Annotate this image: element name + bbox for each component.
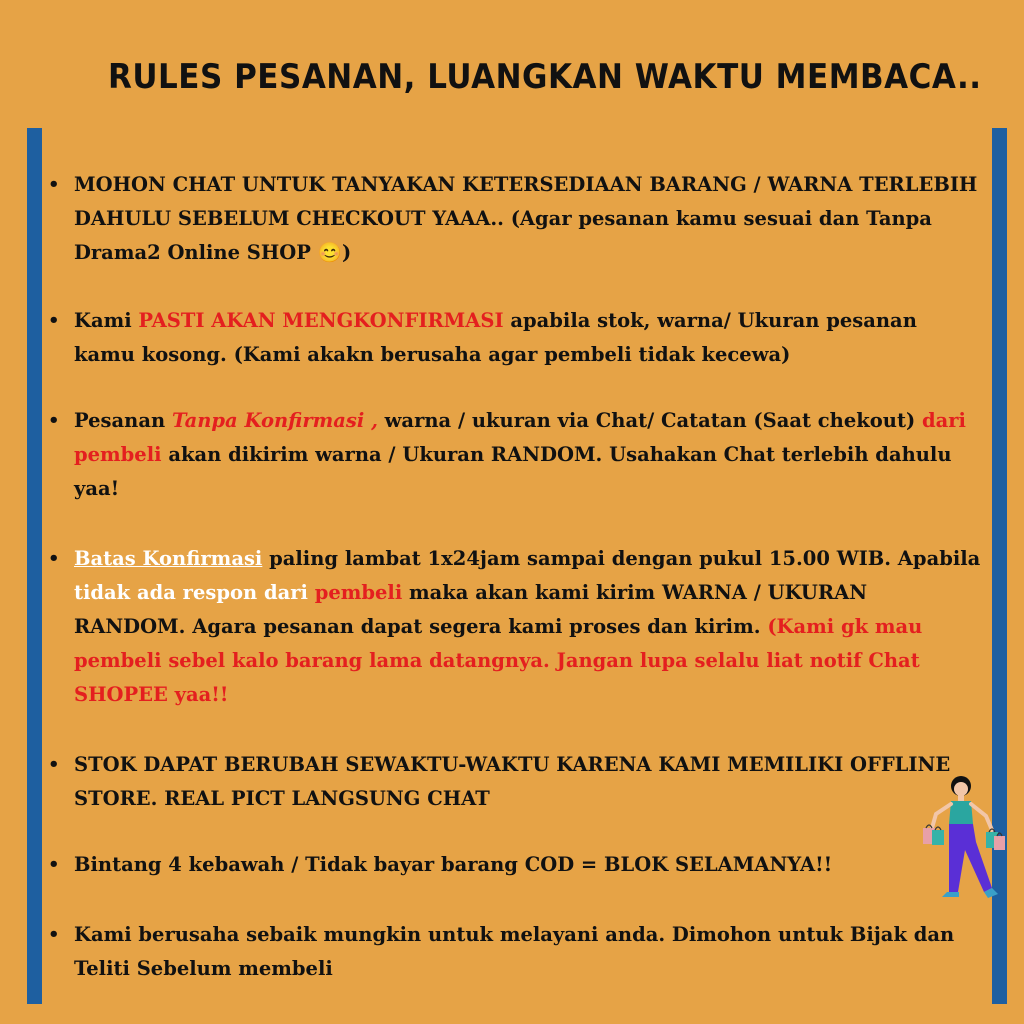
rule-text-part: paling lambat 1x24jam sampai dengan pukul 15.00 WIB. Apabila [262, 547, 981, 570]
rule-highlight-red: Tanpa Konfirmasi , [171, 409, 378, 432]
rule-highlight-red: pembeli [314, 581, 403, 604]
page-title: RULES PESANAN, LUANGKAN WAKTU MEMBACA.. [108, 58, 982, 97]
rule-highlight-white: tidak ada respon dari [74, 581, 308, 604]
rule-item [48, 168, 983, 270]
rule-text-part: maka akan kami kirim WARNA / UKURAN RANDOM. Agara pesanan dapat segera kami proses dan kirim. [74, 581, 868, 638]
bullet: • [48, 410, 60, 431]
rule-text-part: akan dikirim warna / Ukuran RANDOM. Usahakan Chat terlebih dahulu yaa! [74, 443, 952, 500]
rule-text-part: STOK DAPAT BERUBAH SEWAKTU-WAKTU KARENA KAMI MEMILIKI OFFLINE STORE. REAL PICT LANGSUNG CHAT [74, 753, 951, 810]
rule-text-part: Kami berusaha sebaik mungkin untuk melayani anda. Dimohon untuk Bijak dan Teliti Sebelum membeli [74, 923, 955, 980]
rule-text [74, 304, 983, 372]
rule-text-part: MOHON CHAT UNTUK TANYAKAN KETERSEDIAAN BARANG / WARNA TERLEBIH DAHULU SEBELUM CHECKOUT YAAA.. (Agar pesanan kamu sesuai dan Tanpa Drama2 Online SHOP 😊) [74, 173, 978, 264]
woman-with-shopping-bags-icon [918, 772, 1008, 912]
bullet: • [48, 548, 60, 569]
rule-item [48, 404, 983, 506]
rule-text [74, 848, 983, 882]
rule-item [48, 304, 983, 372]
left-border-bar [27, 128, 42, 1004]
rule-text-part: warna / ukuran via Chat/ Catatan (Saat chekout) [377, 409, 922, 432]
rule-text-part: Kami [74, 309, 139, 332]
rule-text [74, 748, 983, 816]
bullet: • [48, 754, 60, 775]
rule-highlight-white-underline: Batas Konfirmasi [74, 547, 263, 570]
rule-text-part: Pesanan [74, 409, 172, 432]
bullet: • [48, 854, 60, 875]
rule-text [74, 918, 983, 986]
bullet: • [48, 174, 60, 195]
rule-highlight-red: PASTI AKAN MENGKONFIRMASI [138, 309, 504, 332]
rule-text-part: apabila stok, warna/ Ukuran pesanan kamu kosong. (Kami akakn berusaha agar pembeli tidak kecewa) [74, 309, 917, 366]
rule-highlight-red: dari pembeli [74, 409, 966, 466]
rule-item [48, 748, 983, 816]
rule-text [74, 168, 983, 270]
bullet: • [48, 310, 60, 331]
rule-item [48, 542, 983, 712]
rule-item [48, 848, 983, 882]
rule-text [74, 404, 983, 506]
bullet: • [48, 924, 60, 945]
rule-text-part [308, 581, 315, 604]
rule-text [74, 542, 983, 712]
rule-text-part: Bintang 4 kebawah / Tidak bayar barang COD = BLOK SELAMANYA!! [74, 853, 833, 876]
rule-highlight-red: (Kami gk mau pembeli sebel kalo barang lama datangnya. Jangan lupa selalu liat notif Chat SHOPEE yaa!! [74, 615, 923, 706]
rule-item [48, 918, 983, 986]
